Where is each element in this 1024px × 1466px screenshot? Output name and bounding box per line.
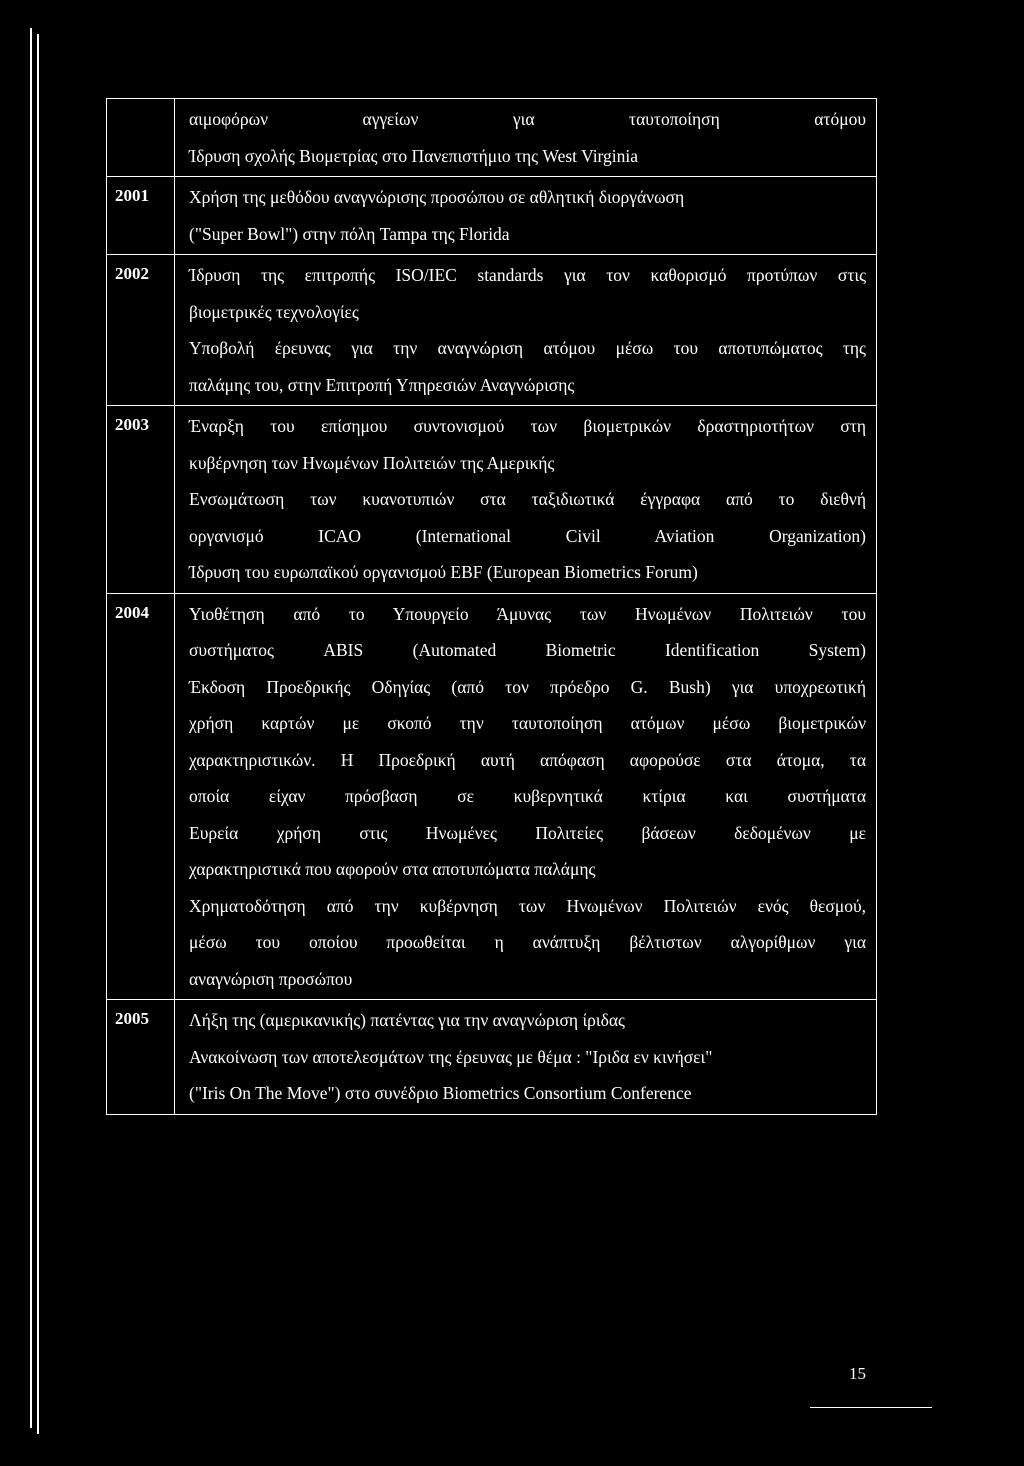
event-line: Ίδρυση σχολής Βιομετρίας στο Πανεπιστήμιο της West Virginia [189,145,639,166]
event-line: οποία είχαν πρόσβαση σε κυβερνητικά κτίρια και συστήματα [189,786,866,806]
event-line: χρήση καρτών με σκοπό την ταυτοποίηση ατόμων μέσω βιομετρικών [189,713,866,733]
event-line: ("Super Bowl") στην πόλη Tampa της Florida [189,223,510,244]
event-line: συστήματος ABIS (Automated Biometric Identification System) [189,640,866,660]
event-line: χαρακτηριστικών. Η Προεδρική αυτή απόφαση αφορούσε στα άτομα, τα [189,749,866,770]
year-cell: 2003 [107,406,175,594]
event-line: Χρήση της μεθόδου αναγνώρισης προσώπου σε αθλητική διοργάνωση [189,187,685,207]
event-line: Υιοθέτηση από το Υπουργείο Άμυνας των Ηνωμένων Πολιτειών του [189,603,866,624]
event-line: ("Iris On The Move") στο συνέδριο Biometrics Consortium Conference [189,1083,692,1103]
event-line: Χρηματοδότηση από την κυβέρνηση των Ηνωμένων Πολιτειών ενός θεσμού, [189,895,866,916]
event-line: Ίδρυση της επιτροπής ISO/IEC standards για τον καθορισμό προτύπων στις [189,265,866,285]
margin-rule-side [37,34,39,1434]
event-line: βιομετρικές τεχνολογίες [189,301,359,322]
year-cell: 2004 [107,593,175,1000]
event-line: οργανισμό ICAO (International Civil Aviation Organization) [189,525,866,546]
event-line: αναγνώριση προσώπου [189,968,353,989]
margin-rule-top [30,28,32,1428]
timeline-row [107,255,877,406]
timeline-row [107,99,877,177]
event-line: αιμοφόρων αγγείων για ταυτοποίηση ατόμου [189,109,866,129]
event-line: μέσω του οποίου προωθείται η ανάπτυξη βέλτιστων αλγορίθμων για [189,932,866,952]
event-line: Έναρξη του επίσημου συντονισμού των βιομετρικών δραστηριοτήτων στη [189,416,866,436]
footer-rule [810,1407,872,1408]
timeline-row [107,177,877,255]
event-line: Έκδοση Προεδρικής Οδηγίας (από τον πρόεδρο G. Bush) για υποχρεωτική [189,676,866,697]
event-line: Λήξη της (αμερικανικής) πατέντας για την αναγνώριση ίριδας [189,1010,625,1030]
year-cell: 2005 [107,1000,175,1115]
event-line: Ίδρυση του ευρωπαϊκού οργανισμού EBF (European Biometrics Forum) [189,562,698,582]
event-cell [175,255,877,406]
event-line: χαρακτηριστικά που αφορούν στα αποτυπώματα παλάμης [189,859,596,879]
year-cell: 2002 [107,255,175,406]
year-cell [107,99,175,177]
event-line: Ευρεία χρήση στις Ηνωμένες Πολιτείες βάσεων δεδομένων με [189,822,866,843]
page-number: 15 [849,1364,866,1383]
timeline-body [107,99,877,1115]
event-line: Υποβολή έρευνας για την αναγνώριση ατόμου μέσω του αποτυπώματος της [189,338,866,358]
event-line: παλάμης του, στην Επιτροπή Υπηρεσιών Αναγνώρισης [189,374,575,395]
event-cell [175,1000,877,1115]
timeline-row [107,1000,877,1115]
event-line: Ενσωμάτωση των κυανοτυπιών στα ταξιδιωτικά έγγραφα από το διεθνή [189,489,866,509]
biometrics-timeline-table [106,98,877,1115]
year-cell: 2001 [107,177,175,255]
event-line: κυβέρνηση των Ηνωμένων Πολιτειών της Αμερικής [189,452,555,473]
timeline-row [107,593,877,1000]
event-line: Ανακοίνωση των αποτελεσμάτων της έρευνας με θέμα : "Ιριδα εν κινήσει" [189,1046,713,1067]
timeline-row [107,406,877,594]
event-cell [175,177,877,255]
event-cell [175,406,877,594]
event-cell [175,99,877,177]
event-cell [175,593,877,1000]
footer-rule-right [872,1407,932,1408]
